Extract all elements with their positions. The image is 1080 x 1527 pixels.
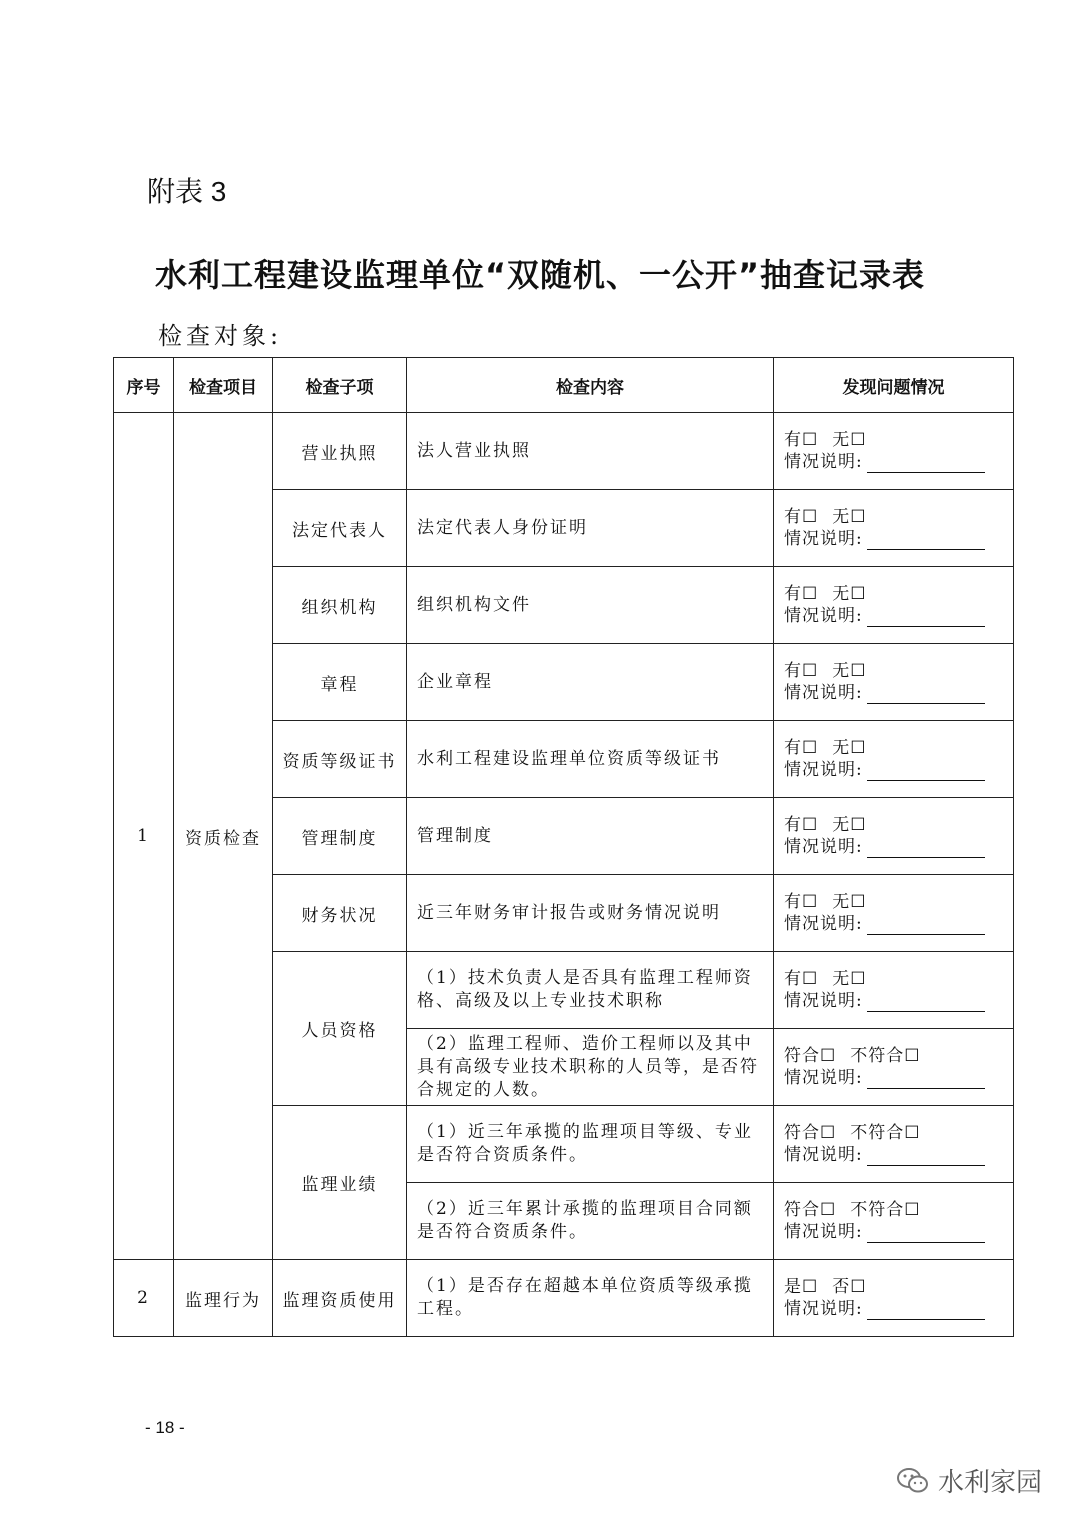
desc-blank-line[interactable] (867, 1301, 985, 1320)
desc-label: 情况说明: (784, 1299, 863, 1319)
content-cell (407, 644, 774, 721)
header-content: 检查内容 (407, 358, 774, 413)
findings-cell (774, 875, 1014, 952)
desc-label: 情况说明: (784, 914, 863, 934)
option-checkbox[interactable]: 不符合☐ (850, 1123, 921, 1143)
item-cell: 监理行为 (174, 1260, 273, 1337)
content-text: （2）近三年累计承揽的监理项目合同额是否符合资质条件。 (417, 1199, 753, 1242)
content-text: 水利工程建设监理单位资质等级证书 (417, 748, 721, 769)
desc-label: 情况说明: (784, 1222, 863, 1242)
subitem-cell: 监理资质使用 (273, 1260, 407, 1337)
desc-label: 情况说明: (784, 1145, 863, 1165)
subitem-cell: 管理制度 (273, 798, 407, 875)
option-checkbox[interactable]: 无☐ (832, 969, 867, 989)
option-checkbox[interactable]: 有☐ (784, 969, 819, 989)
desc-blank-line[interactable] (867, 993, 985, 1012)
content-cell (407, 875, 774, 952)
option-checkbox[interactable]: 无☐ (832, 584, 867, 604)
findings-cell (774, 1260, 1014, 1337)
option-checkbox[interactable]: 无☐ (832, 430, 867, 450)
content-cell (407, 1260, 774, 1337)
content-cell (407, 490, 774, 567)
content-text: 管理制度 (417, 825, 493, 846)
desc-label: 情况说明: (784, 991, 863, 1011)
desc-label: 情况说明: (784, 837, 863, 857)
option-checkbox[interactable]: 有☐ (784, 892, 819, 912)
subitem-cell: 章程 (273, 644, 407, 721)
desc-blank-line[interactable] (867, 531, 985, 550)
findings-cell (774, 1106, 1014, 1183)
findings-cell (774, 721, 1014, 798)
findings-cell (774, 567, 1014, 644)
subitem-cell: 资质等级证书 (273, 721, 407, 798)
content-cell (407, 1183, 774, 1260)
page-number: - 18 - (145, 1418, 185, 1437)
desc-blank-line[interactable] (867, 1147, 985, 1166)
subitem-cell: 法定代表人 (273, 490, 407, 567)
findings-cell (774, 490, 1014, 567)
content-cell (407, 413, 774, 490)
header-findings: 发现问题情况 (774, 358, 1014, 413)
desc-blank-line[interactable] (867, 916, 985, 935)
header-seq: 序号 (114, 358, 174, 413)
findings-cell (774, 1029, 1014, 1106)
content-cell (407, 1029, 774, 1106)
desc-label: 情况说明: (784, 606, 863, 626)
content-text: （1）是否存在超越本单位资质等级承揽工程。 (417, 1276, 753, 1319)
desc-blank-line[interactable] (867, 762, 985, 781)
wechat-icon (896, 1466, 930, 1496)
content-cell (407, 798, 774, 875)
option-checkbox[interactable]: 否☐ (832, 1277, 867, 1297)
option-checkbox[interactable]: 符合☐ (784, 1200, 837, 1220)
content-cell (407, 952, 774, 1029)
desc-blank-line[interactable] (867, 1224, 985, 1243)
desc-blank-line[interactable] (867, 685, 985, 704)
desc-label: 情况说明: (784, 760, 863, 780)
option-checkbox[interactable]: 不符合☐ (850, 1046, 921, 1066)
seq-cell: 2 (114, 1260, 174, 1337)
inspection-target-label: 检查对象: (158, 322, 283, 350)
findings-cell (774, 644, 1014, 721)
findings-cell (774, 798, 1014, 875)
content-text: （2）监理工程师、造价工程师以及其中具有高级专业技术职称的人员等，是否符合规定的人数。 (417, 1033, 759, 1100)
findings-cell (774, 413, 1014, 490)
findings-cell (774, 952, 1014, 1029)
subitem-cell: 监理业绩 (273, 1106, 407, 1260)
subitem-cell: 营业执照 (273, 413, 407, 490)
content-text: （1）近三年承揽的监理项目等级、专业是否符合资质条件。 (417, 1122, 753, 1165)
option-checkbox[interactable]: 符合☐ (784, 1046, 837, 1066)
table-header-row (114, 358, 1014, 413)
option-checkbox[interactable]: 有☐ (784, 584, 819, 604)
option-checkbox[interactable]: 不符合☐ (850, 1200, 921, 1220)
findings-cell (774, 1183, 1014, 1260)
subitem-cell: 组织机构 (273, 567, 407, 644)
header-subitem: 检查子项 (273, 358, 407, 413)
item-cell: 资质检查 (174, 413, 273, 1260)
watermark-text: 水利家园 (938, 1468, 1043, 1498)
option-checkbox[interactable]: 无☐ (832, 815, 867, 835)
option-checkbox[interactable]: 有☐ (784, 738, 819, 758)
inspection-record-table (113, 357, 1014, 1337)
option-checkbox[interactable]: 有☐ (784, 815, 819, 835)
desc-blank-line[interactable] (867, 608, 985, 627)
table-row (114, 1260, 1014, 1337)
desc-label: 情况说明: (784, 1068, 863, 1088)
option-checkbox[interactable]: 有☐ (784, 661, 819, 681)
desc-blank-line[interactable] (867, 839, 985, 858)
content-text: （1）技术负责人是否具有监理工程师资格、高级及以上专业技术职称 (417, 968, 753, 1011)
watermark (896, 1462, 1042, 1499)
content-cell (407, 567, 774, 644)
form-title: 水利工程建设监理单位“双随机、一公开”抽查记录表 (154, 256, 926, 294)
option-checkbox[interactable]: 是☐ (784, 1277, 819, 1297)
desc-label: 情况说明: (784, 529, 863, 549)
option-checkbox[interactable]: 无☐ (832, 661, 867, 681)
option-checkbox[interactable]: 有☐ (784, 507, 819, 527)
desc-blank-line[interactable] (867, 1070, 985, 1089)
table-row (114, 413, 1014, 490)
header-item: 检查项目 (174, 358, 273, 413)
content-cell (407, 721, 774, 798)
subitem-cell: 人员资格 (273, 952, 407, 1106)
desc-label: 情况说明: (784, 683, 863, 703)
desc-blank-line[interactable] (867, 454, 985, 473)
content-text: 近三年财务审计报告或财务情况说明 (417, 902, 721, 923)
option-checkbox[interactable]: 有☐ (784, 430, 819, 450)
content-cell (407, 1106, 774, 1183)
seq-cell: 1 (114, 413, 174, 1260)
option-checkbox[interactable]: 无☐ (832, 507, 867, 527)
content-text: 企业章程 (417, 671, 493, 692)
content-text: 法定代表人身份证明 (417, 517, 588, 538)
option-checkbox[interactable]: 无☐ (832, 738, 867, 758)
desc-label: 情况说明: (784, 452, 863, 472)
annex-label: 附表 3 (147, 176, 227, 207)
subitem-cell: 财务状况 (273, 875, 407, 952)
content-text: 法人营业执照 (417, 440, 531, 461)
option-checkbox[interactable]: 无☐ (832, 892, 867, 912)
option-checkbox[interactable]: 符合☐ (784, 1123, 837, 1143)
content-text: 组织机构文件 (417, 594, 531, 615)
